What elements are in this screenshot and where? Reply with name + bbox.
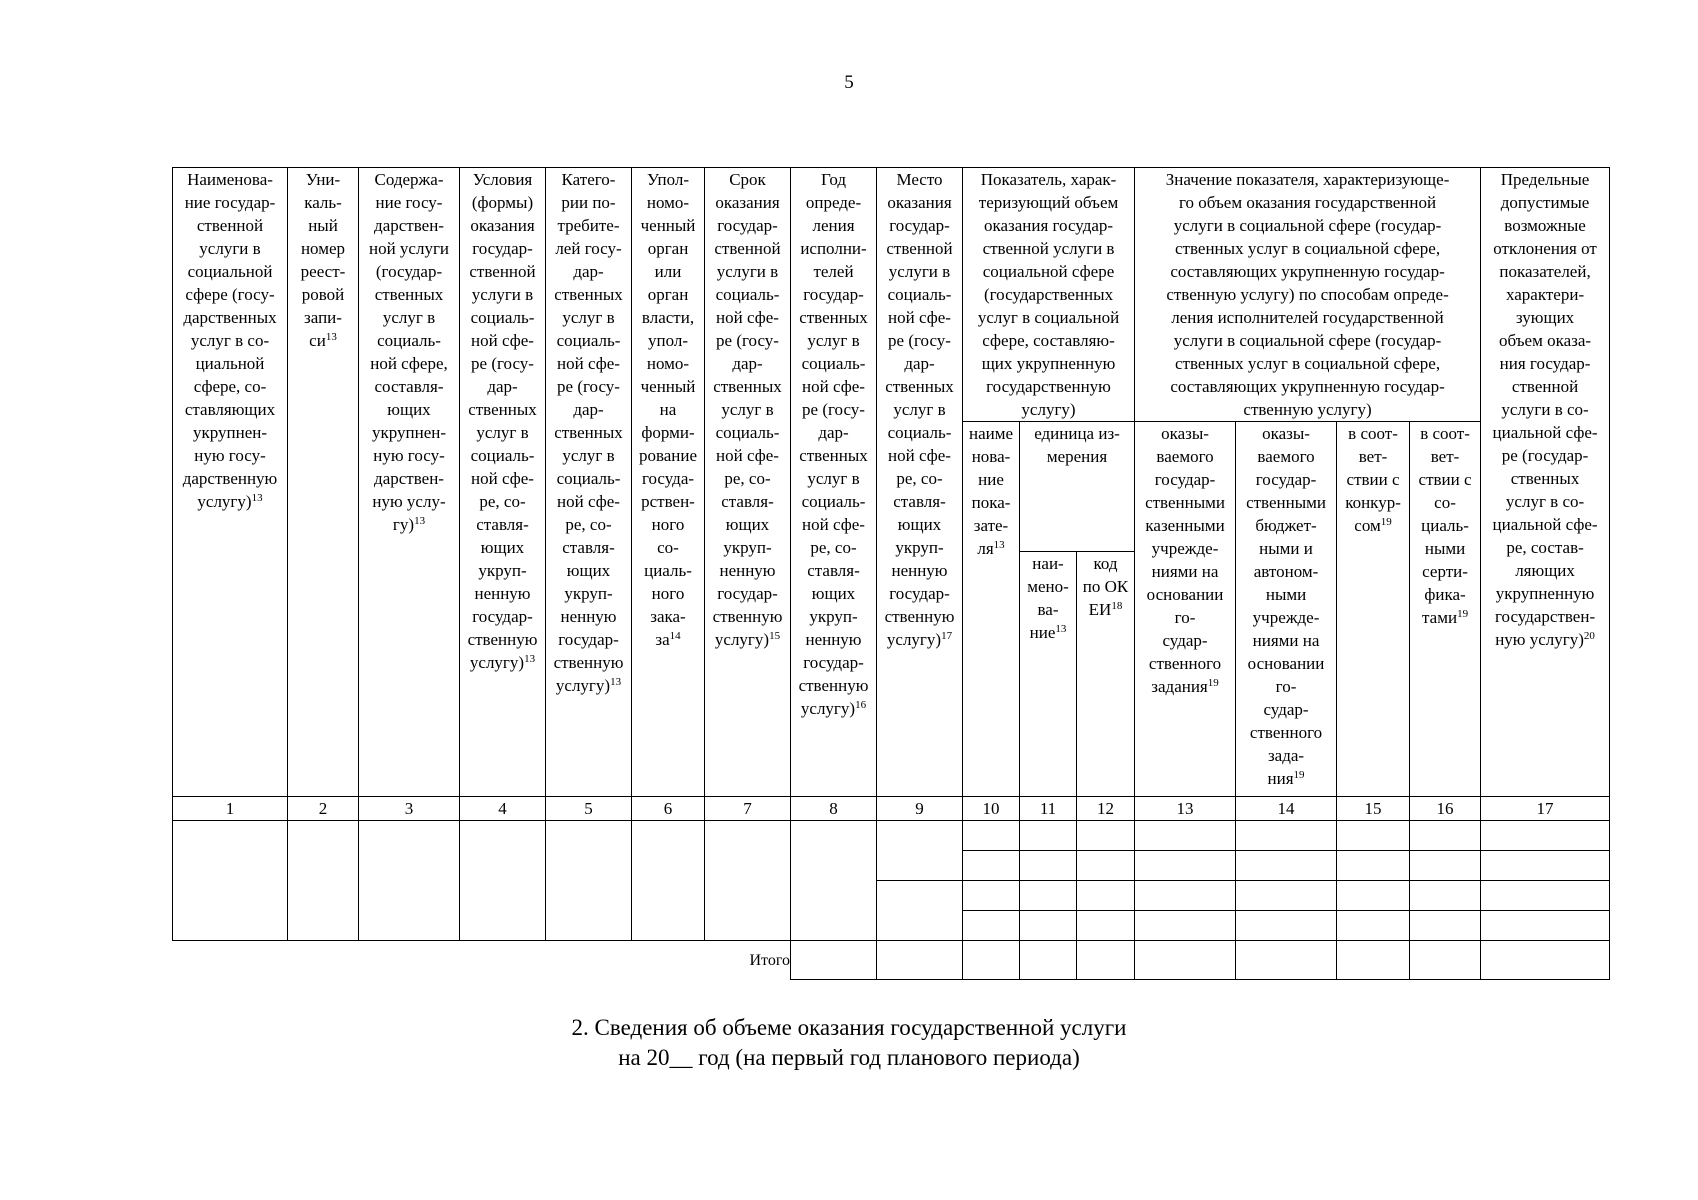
empty-cell[interactable] [1481,911,1610,941]
empty-cell[interactable] [1337,851,1410,881]
empty-cell[interactable] [1410,911,1481,941]
header-by-competition: в соот- вет- ствии с конкур- сом$^{19}$ [1337,422,1410,797]
empty-cell[interactable] [460,821,546,941]
header-executor-year: Год опреде- ления исполни- телей государ- ственных услуг в социаль- ной сфе- ре (госу- дар- ственных услуг в социаль- ной сфе- ре, со- ставля- ющих укруп- ненную государ- ственную услугу)$^{16}$ [791,168,877,797]
empty-cell[interactable] [1337,881,1410,911]
empty-cell[interactable] [1481,821,1610,851]
empty-cell[interactable] [963,821,1020,851]
column-number: 2 [288,797,359,821]
column-number: 14 [1236,797,1337,821]
column-number: 13 [1135,797,1236,821]
column-number: 11 [1020,797,1077,821]
empty-cell[interactable] [1337,821,1410,851]
empty-cell[interactable] [1020,821,1077,851]
total-row [173,941,1610,980]
header-budget-institutions: оказы- ваемого государ- ственными бюджет- ными и автоном- ными учрежде- ниями на основании го- судар- ственного зада- ния$^{19}$ [1236,422,1337,797]
column-number: 6 [632,797,705,821]
column-number: 9 [877,797,963,821]
empty-cell[interactable] [1077,821,1135,851]
total-cell[interactable] [1337,941,1410,980]
column-number: 4 [460,797,546,821]
header-service-period: Срок оказания государ- ственной услуги в социаль- ной сфе- ре (госу- дар- ственных услуг в социаль- ной сфе- ре, со- ставля- ющих укруп- ненную государ- ственную услугу)$^{15}$ [705,168,791,797]
total-cell[interactable] [1481,941,1610,980]
header-indicator-name: наиме нова- ние пока- зате- $ля^{13}$ [963,422,1020,797]
header-authorized-body: Упол- номо- ченный орган или орган власти, упол- номо- ченный на форми- рование госуда- рствен- ного со- циаль- ного зака- $за^{14}$ [632,168,705,797]
empty-cell[interactable] [1410,881,1481,911]
empty-cell[interactable] [632,821,705,941]
total-cell[interactable] [1236,941,1337,980]
empty-cell[interactable] [877,821,963,881]
data-row [173,821,1610,851]
page-number: 5 [844,72,854,93]
empty-cell[interactable] [359,821,460,941]
column-number-row [173,797,1610,821]
empty-cell[interactable] [1135,881,1236,911]
empty-cell[interactable] [1020,911,1077,941]
total-cell[interactable] [877,941,963,980]
empty-cell[interactable] [1410,851,1481,881]
header-unit: единица из- мерения [1020,422,1135,552]
header-volume-indicator: Показатель, харак- теризующий объем оказания государ- ственной услуги в социальной сфере (государственных услуг в социальной сфере, составляю- щих укрупненную государственную услугу) [963,168,1135,422]
total-cell[interactable] [1077,941,1135,980]
section-title-line-2: на 20__ год (на первый год планового периода) [618,1045,1080,1070]
column-number: 12 [1077,797,1135,821]
empty-cell[interactable] [1135,851,1236,881]
total-label: Итого [173,941,791,980]
service-volume-table [172,167,1610,980]
header-by-certificates: в соот- вет- ствии с со- циаль- ными серти- фика- тами$^{19}$ [1410,422,1481,797]
header-okei-code: код по ОК ЕИ$^{18}$ [1077,551,1135,796]
empty-cell[interactable] [877,881,963,941]
header-service-conditions: Условия (формы) оказания государ- ственной услуги в социаль- ной сфе- ре (госу- дар- ственных услуг в социаль- ной сфе- ре, со- ставля- ющих укруп- ненную государ- ственную услугу)$^{13}$ [460,168,546,797]
empty-cell[interactable] [791,821,877,941]
total-cell[interactable] [1135,941,1236,980]
total-cell[interactable] [963,941,1020,980]
header-indicator-value: Значение показателя, характеризующе- го объем оказания государственной услуги в социальной сфере (государ- ственных услуг в социальной сфере, составляющих укрупненную государ- ственную услугу) по способам опреде- ления исполнителей государственной услуги в социальной сфере (государ- ственных услуг в социальной сфере, составляющих укрупненную государ- ственную услугу) [1135,168,1481,422]
empty-cell[interactable] [1077,911,1135,941]
header-service-content: Содержа- ние госу- дарствен- ной услуги (государ- ственных услуг в социаль- ной сфере, составля- ющих укрупнен- ную госу- дарствен- ную услу- гу)$^{13}$ [359,168,460,797]
column-number: 10 [963,797,1020,821]
column-number: 3 [359,797,460,821]
header-service-place: Место оказания государ- ственной услуги в социаль- ной сфе- ре (госу- дар- ственных услуг в социаль- ной сфе- ре, со- ставля- ющих укруп- ненную государ- ственную услугу)$^{17}$ [877,168,963,797]
empty-cell[interactable] [1236,851,1337,881]
header-unit-name: наи- мено- ва- ние$^{13}$ [1020,551,1077,796]
total-cell[interactable] [1020,941,1077,980]
empty-cell[interactable] [1077,851,1135,881]
section-title [0,1013,1698,1073]
empty-cell[interactable] [546,821,632,941]
column-number: 16 [1410,797,1481,821]
empty-cell[interactable] [705,821,791,941]
empty-cell[interactable] [288,821,359,941]
empty-cell[interactable] [1020,851,1077,881]
total-cell[interactable] [1410,941,1481,980]
header-allowed-deviations: Предельные допустимые возможные отклонения от показателей, характери- зующих объем оказа- ния государ- ственной услуги в со- циальной сфе- ре (государ- ственных услуг в со- циальной сфе- ре, состав- ляющих укрупненную государствен- ную услугу)$^{20}$ [1481,168,1610,797]
header-state-institutions: оказы- ваемого государ- ственными казенными учрежде- ниями на основании го- судар- ственного задания$^{19}$ [1135,422,1236,797]
empty-cell[interactable] [1481,881,1610,911]
empty-cell[interactable] [1135,911,1236,941]
column-number: 7 [705,797,791,821]
column-number: 17 [1481,797,1610,821]
empty-cell[interactable] [1337,911,1410,941]
empty-cell[interactable] [1236,821,1337,851]
empty-cell[interactable] [963,911,1020,941]
empty-cell[interactable] [1236,911,1337,941]
empty-cell[interactable] [963,851,1020,881]
empty-cell[interactable] [1481,851,1610,881]
column-number: 1 [173,797,288,821]
empty-cell[interactable] [1236,881,1337,911]
section-title-line-1: 2. Сведения об объеме оказания государственной услуги [571,1015,1127,1040]
header-consumer-categories: Катего- рии по- требите- лей госу- дар- ственных услуг в социаль- ной сфе- ре (госу- дар- ственных услуг в социаль- ной сфе- ре, со- ставля- ющих укруп- ненную государ- ственную услугу)$^{13}$ [546,168,632,797]
empty-cell[interactable] [1135,821,1236,851]
header-registry-number: Уни- каль- ный номер реест- ровой запи- $си^{13}$ [288,168,359,797]
column-number: 8 [791,797,877,821]
header-service-name: Наименова- ние государ- ственной услуги в социальной сфере (госу- дарственных услуг в со- циальной сфере, со- ставляющих укрупнен- ную госу- дарственную услугу)$^{13}$ [173,168,288,797]
empty-cell[interactable] [1077,881,1135,911]
column-number: 5 [546,797,632,821]
empty-cell[interactable] [1410,821,1481,851]
empty-cell[interactable] [173,821,288,941]
empty-cell[interactable] [963,881,1020,911]
column-number: 15 [1337,797,1410,821]
empty-cell[interactable] [1020,881,1077,911]
total-cell[interactable] [791,941,877,980]
